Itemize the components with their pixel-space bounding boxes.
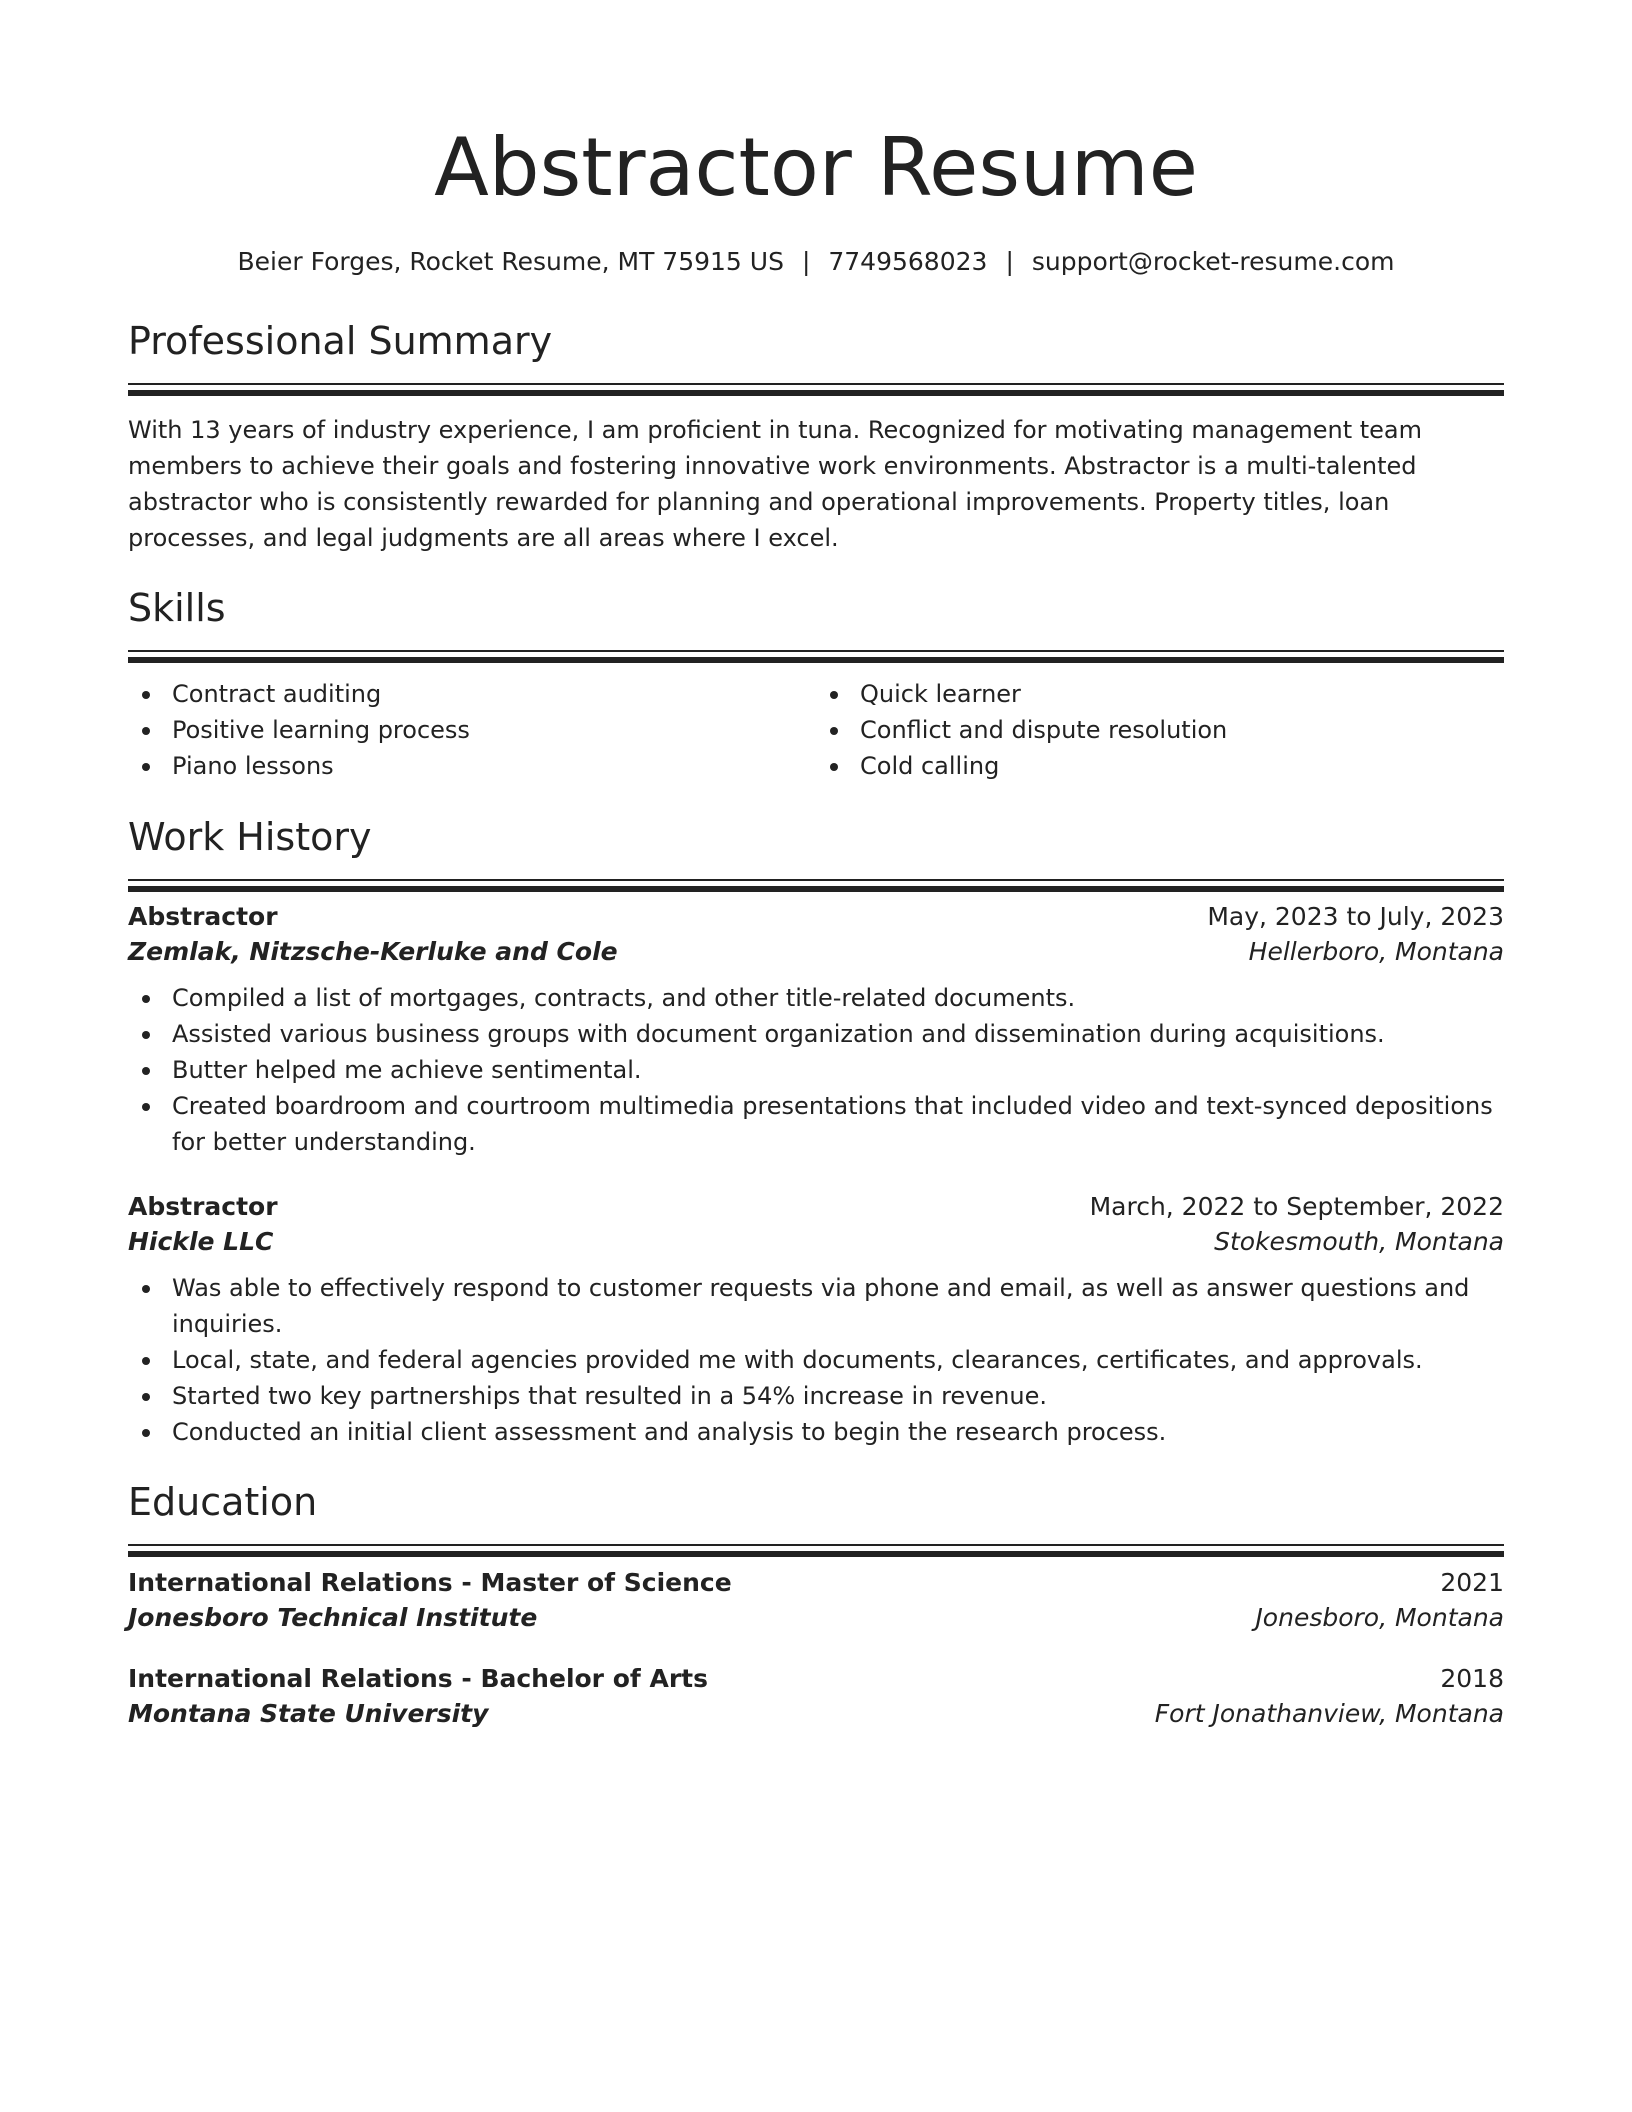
section-divider: [128, 383, 1504, 397]
job-bullets: [128, 980, 1504, 1160]
education-school: Jonesboro Technical Institute: [128, 1603, 538, 1632]
summary-text: With 13 years of industry experience, I am proficient in tuna. Recognized for motivating management team members to achieve their goals and fostering innovative work environments. Abstractor is a multi-talented abstractor who is consistently rewarded for planning and operational improvements. Property titles, loan processes, and legal judgments are all areas where I excel.: [128, 416, 1422, 552]
summary-section: [128, 319, 1504, 556]
skills-column-left: [128, 676, 816, 784]
job-dates: March, 2022 to September, 2022: [1089, 1192, 1504, 1221]
education-header: [128, 1568, 1504, 1597]
contact-separator: |: [1005, 247, 1014, 276]
education-degree: International Relations - Bachelor of Arts: [128, 1664, 708, 1693]
section-divider: [128, 1544, 1504, 1558]
education-school: Montana State University: [128, 1699, 489, 1728]
education-subheader: [128, 1603, 1504, 1632]
education-degree: International Relations - Master of Science: [128, 1568, 732, 1597]
job-bullet: Conducted an initial client assessment and analysis to begin the research process.: [128, 1414, 1504, 1450]
job-company: Zemlak, Nitzsche-Kerluke and Cole: [128, 937, 618, 966]
education-subheader: [128, 1699, 1504, 1728]
section-heading-summary: Professional Summary: [128, 319, 553, 363]
job-bullet: Created boardroom and courtroom multimedia presentations that included video and text-synced depositions for better understanding.: [128, 1088, 1504, 1160]
job-entry: [128, 902, 1504, 1160]
job-bullet: Butter helped me achieve sentimental.: [128, 1052, 1504, 1088]
section-heading-education: Education: [128, 1480, 318, 1524]
job-bullet: Started two key partnerships that resulted in a 54% increase in revenue.: [128, 1378, 1504, 1414]
skills-column-right: [816, 676, 1504, 784]
section-divider: [128, 650, 1504, 664]
job-bullet: Compiled a list of mortgages, contracts, and other title-related documents.: [128, 980, 1504, 1016]
education-entry: [128, 1568, 1504, 1632]
education-location: Fort Jonathanview, Montana: [1154, 1699, 1504, 1728]
education-header: [128, 1664, 1504, 1693]
job-bullet: Assisted various business groups with document organization and dissemination during acquisitions.: [128, 1016, 1504, 1052]
skills-section: [128, 586, 1504, 784]
contact-address: Beier Forges, Rocket Resume, MT 75915 US: [237, 247, 784, 276]
job-header: [128, 1192, 1504, 1221]
job-subheader: [128, 1227, 1504, 1256]
education-location: Jonesboro, Montana: [1255, 1603, 1504, 1632]
skill-item: Contract auditing: [128, 676, 816, 712]
job-title: Abstractor: [128, 1192, 278, 1221]
education-year: 2018: [1440, 1664, 1504, 1693]
skill-item: Piano lessons: [128, 748, 816, 784]
job-bullet: Local, state, and federal agencies provided me with documents, clearances, certificates, and approvals.: [128, 1342, 1504, 1378]
skill-item: Quick learner: [816, 676, 1504, 712]
skill-item: Conflict and dispute resolution: [816, 712, 1504, 748]
education-section: [128, 1480, 1504, 1728]
job-location: Hellerboro, Montana: [1248, 937, 1504, 966]
job-dates: May, 2023 to July, 2023: [1207, 902, 1504, 931]
job-header: [128, 902, 1504, 931]
job-title: Abstractor: [128, 902, 278, 931]
job-bullet: Was able to effectively respond to customer requests via phone and email, as well as answer questions and inquiries.: [128, 1270, 1504, 1342]
job-entry: [128, 1192, 1504, 1450]
contact-separator: |: [801, 247, 811, 276]
contact-phone: 7749568023: [828, 247, 988, 276]
contact-email[interactable]: support@rocket-resume.com: [1031, 247, 1395, 276]
job-company: Hickle LLC: [128, 1227, 274, 1256]
section-divider: [128, 879, 1504, 893]
work-section: [128, 815, 1504, 1450]
job-bullets: [128, 1270, 1504, 1450]
education-entry: [128, 1664, 1504, 1728]
skill-item: Positive learning process: [128, 712, 816, 748]
job-subheader: [128, 937, 1504, 966]
skills-list: [128, 676, 1504, 784]
contact-line: [128, 247, 1504, 277]
job-location: Stokesmouth, Montana: [1214, 1227, 1504, 1256]
education-year: 2021: [1440, 1568, 1504, 1597]
section-heading-skills: Skills: [128, 586, 226, 630]
resume-title: Abstractor Resume: [434, 121, 1198, 214]
section-heading-work: Work History: [128, 815, 372, 859]
skill-item: Cold calling: [816, 748, 1504, 784]
